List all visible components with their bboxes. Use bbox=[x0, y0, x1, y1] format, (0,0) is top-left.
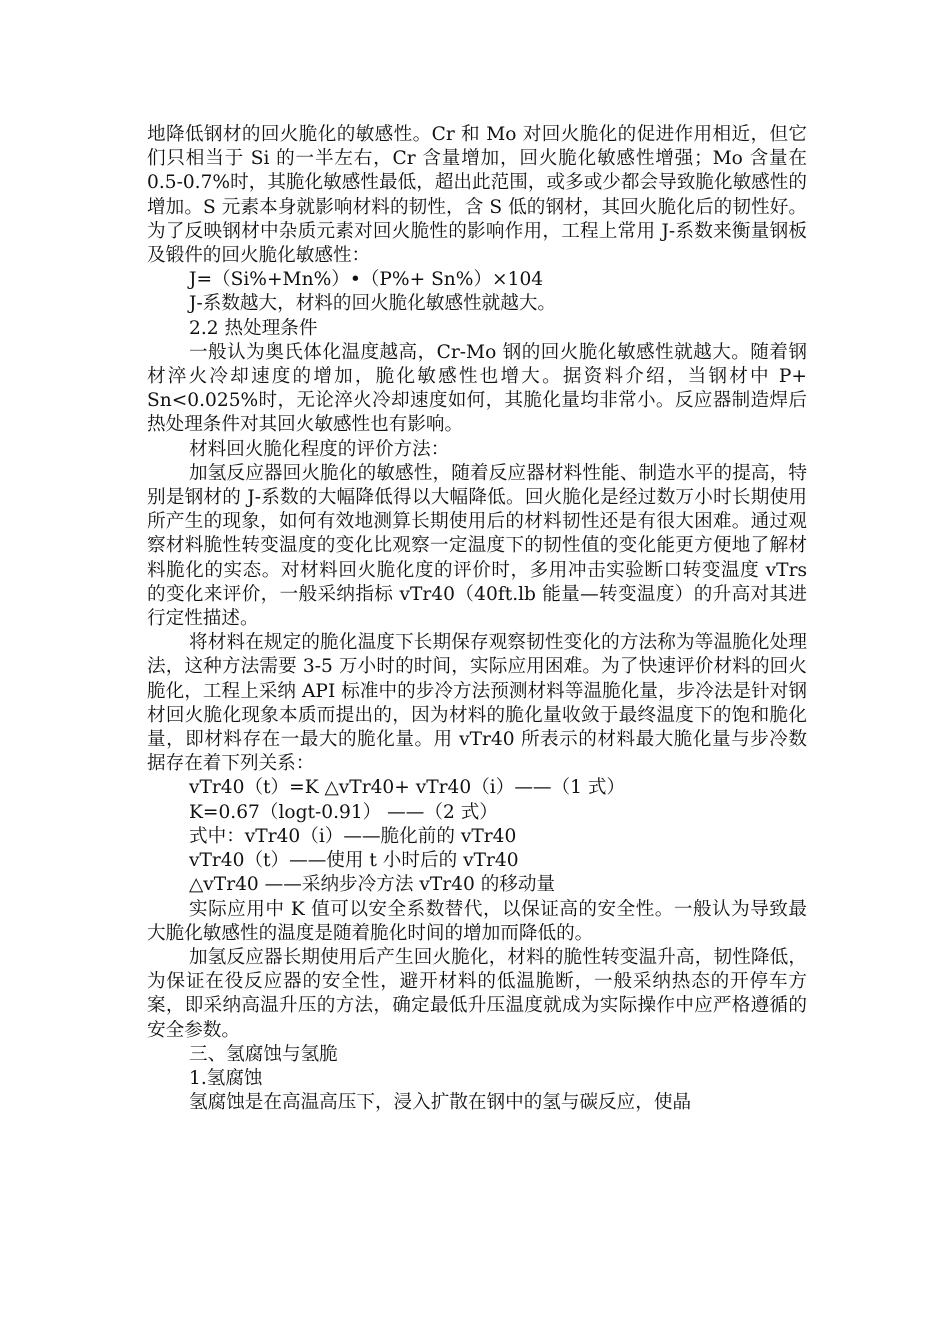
definition-2: vTr40（t）——使用 t 小时后的 vTr40 bbox=[189, 850, 519, 872]
formula-1: vTr40（t）=K △vTr40+ vTr40（i）——（1 式） bbox=[189, 777, 626, 799]
paragraph-heat-treatment: 一般认为奥氏体化温度越高，Cr-Mo 钢的回火脆化敏感性就越大。随着钢材淬火冷却速度的增加，脆化敏感性也增大。据资料介绍，当钢材中 P+ Sn<0.025%时，无论淬火冷却速度如何，其脆化量均非常小。反应器制造焊后热处理条件对其回火敏感性也有影响。 bbox=[147, 341, 807, 436]
document-page bbox=[147, 123, 807, 1115]
heading-section-3: 三、氢腐蚀与氢脆 bbox=[189, 1043, 338, 1065]
paragraph-hydrogen-corrosion: 氢腐蚀是在高温高压下，浸入扩散在钢中的氢与碳反应，使晶 bbox=[189, 1092, 692, 1114]
definition-1: 式中：vTr40（i）——脆化前的 vTr40 bbox=[189, 825, 517, 847]
formula-j-factor: J=（Si%+Mn%）•（P%+ Sn%）×104 bbox=[189, 269, 544, 291]
paragraph-k-value: 实际应用中 K 值可以安全系数替代，以保证高的安全性。一般认为导致最大脆化敏感性的温度是随着脆化时间的增加而降低的。 bbox=[147, 898, 807, 944]
heading-hydrogen-corrosion: 1.氢腐蚀 bbox=[189, 1067, 263, 1089]
paragraph-j-factor: J-系数越大，材料的回火脆化敏感性就越大。 bbox=[189, 293, 557, 315]
paragraph-step-cooling: 将材料在规定的脆化温度下长期保存观察韧性变化的方法称为等温脆化处理法，这种方法需要 3-5 万小时的时间，实际应用困难。为了快速评价材料的回火脆化，工程上采纳 API 标准中的步冷方法预测材料等温脆化量，步冷法是针对钢材回火脆化现象本质而提出的，因为材料的脆化量收敛于最终温度下的饱和脆化量，即材料存在一最大的脆化量。用 vTr40 所表示的材料最大脆化量与步冷数据存在着下列关系： bbox=[147, 632, 807, 775]
formula-2: K=0.67（logt-0.91） ——（2 式） bbox=[189, 801, 498, 823]
paragraph-reactor-operation: 加氢反应器长期使用后产生回火脆化，材料的脆性转变温升高，韧性降低，为保证在役反应器的安全性，避开材料的低温脆断，一般采纳热态的开停车方案，即采纳高温升压的方法，确定最低升压温度就成为实际操作中应严格遵循的安全参数。 bbox=[147, 946, 807, 1041]
paragraph-evaluation: 加氢反应器回火脆化的敏感性，随着反应器材料性能、制造水平的提高，特别是钢材的 J-系数的大幅降低得以大幅降低。回火脆化是经过数万小时长期使用所产生的现象，如何有效地测算长期使用后的材料韧性还是有很大困难。通过观察材料脆性转变温度的变化比观察一定温度下的韧性值的变化能更方便地了解材料脆化的实态。对材料回火脆化度的评价时，多用冲击实验断口转变温度 vTrs 的变化来评价，一般采纳指标 vTr40（40ft.lb 能量—转变温度）的升高对其进行定性描述。 bbox=[147, 462, 807, 630]
heading-heat-treatment: 2.2 热处理条件 bbox=[189, 317, 318, 339]
heading-evaluation-method: 材料回火脆化程度的评价方法： bbox=[189, 438, 450, 460]
paragraph-temper-sensitivity: 地降低钢材的回火脆化的敏感性。Cr 和 Mo 对回火脆化的促进作用相近，但它们只相当于 Si 的一半左右，Cr 含量增加，回火脆化敏感性增强；Mo 含量在 0.5-0.7%时，其脆化敏感性最低，超出此范围，或多或少都会导致脆化敏感性的增加。S 元素本身就影响材料的韧性，含 S 低的钢材，其回火脆化后的韧性好。为了反映钢材中杂质元素对回火脆性的影响作用，工程上常用 J-系数来衡量钢板及锻件的回火脆化敏感性： bbox=[147, 124, 807, 267]
definition-3: △vTr40 ——采纳步冷方法 vTr40 的移动量 bbox=[189, 874, 556, 896]
